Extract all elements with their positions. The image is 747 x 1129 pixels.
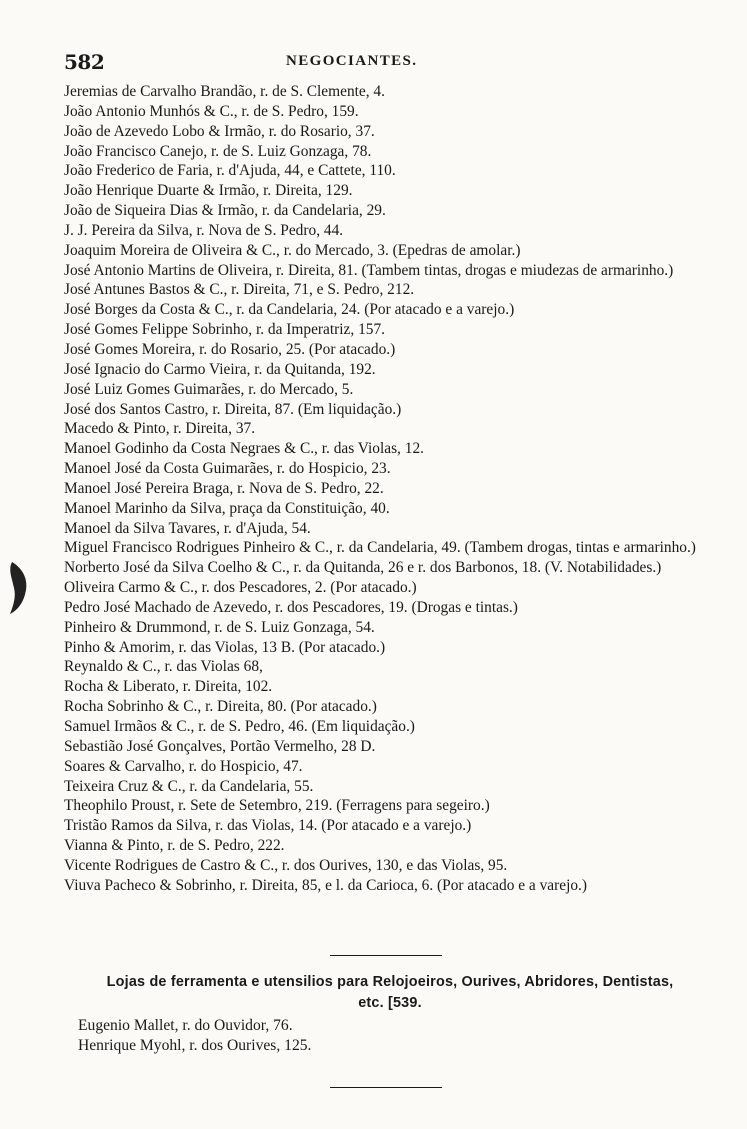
list-item: José dos Santos Castro, r. Direita, 87. (Em liquidação.) [64, 400, 402, 418]
list-item: Theophilo Proust, r. Sete de Setembro, 219. (Ferragens para segeiro.) [64, 797, 490, 815]
list-item: José Ignacio do Carmo Vieira, r. da Quitanda, 192. [64, 360, 376, 378]
merchant-list [64, 82, 704, 896]
subsection-heading: Lojas de ferramenta e utensilios para Relojoeiros, Ourives, Abridores, Dentistas, etc. [539. [106, 974, 674, 1011]
list-item: J. J. Pereira da Silva, r. Nova de S. Pedro, 44. [64, 221, 344, 239]
list-item: Eugenio Mallet, r. do Ouvidor, 76. [78, 1017, 293, 1034]
tool-shop-list [78, 1016, 698, 1056]
divider-rule [330, 1087, 442, 1088]
list-item: José Gomes Felippe Sobrinho, r. da Imperatriz, 157. [64, 321, 386, 339]
list-item: Reynaldo & C., r. das Violas 68, [64, 658, 263, 676]
list-item: João Antonio Munhós & C., r. de S. Pedro, 159. [64, 102, 359, 120]
list-item: Vianna & Pinto, r. de S. Pedro, 222. [64, 837, 285, 855]
list-item: José Antonio Martins de Oliveira, r. Direita, 81. (Tambem tintas, drogas e miudezas de armarinho.) [64, 261, 674, 279]
list-item: Macedo & Pinto, r. Direita, 37. [64, 420, 256, 438]
list-item: José Luiz Gomes Guimarães, r. do Mercado, 5. [64, 380, 354, 398]
list-item: Rocha Sobrinho & C., r. Direita, 80. (Por atacado.) [64, 698, 377, 716]
list-item: José Antunes Bastos & C., r. Direita, 71, e S. Pedro, 212. [64, 281, 415, 299]
list-item: João Francisco Canejo, r. de S. Luiz Gonzaga, 78. [64, 142, 372, 160]
section-title: NEGOCIANTES. [286, 53, 418, 69]
list-item: Manoel Godinho da Costa Negraes & C., r. das Violas, 12. [64, 440, 424, 458]
list-item: Manoel Marinho da Silva, praça da Constituição, 40. [64, 499, 390, 517]
list-item: José Gomes Moreira, r. do Rosario, 25. (Por atacado.) [64, 340, 396, 358]
list-item: Rocha & Liberato, r. Direita, 102. [64, 678, 273, 696]
list-item: Samuel Irmãos & C., r. de S. Pedro, 46. (Em liquidação.) [64, 718, 415, 735]
list-item: Joaquim Moreira de Oliveira & C., r. do Mercado, 3. (Epedras de amolar.) [64, 241, 521, 259]
list-item: João Henrique Duarte & Irmão, r. Direita, 129. [64, 182, 353, 200]
list-item: Miguel Francisco Rodrigues Pinheiro & C., r. da Candelaria, 49. (Tambem drogas, tintas e armarinho.) [64, 539, 696, 557]
list-item: Sebastião José Gonçalves, Portão Vermelho, 28 D. [64, 737, 376, 755]
list-item: Pinho & Amorim, r. das Violas, 13 B. (Por atacado.) [64, 638, 386, 656]
ink-blot-mark [4, 560, 30, 616]
list-item: Manoel José Pereira Braga, r. Nova de S. Pedro, 22. [64, 479, 384, 497]
list-item: Vicente Rodrigues de Castro & C., r. dos Ourives, 130, e das Violas, 95. [64, 856, 508, 874]
list-item: Pinheiro & Drummond, r. de S. Luiz Gonzaga, 54. [64, 618, 375, 636]
list-item: Henrique Myohl, r. dos Ourives, 125. [78, 1037, 312, 1054]
list-item: João Frederico de Faria, r. d'Ajuda, 44, e Cattete, 110. [64, 162, 396, 180]
list-item: João de Siqueira Dias & Irmão, r. da Candelaria, 29. [64, 202, 386, 220]
list-item: Viuva Pacheco & Sobrinho, r. Direita, 85, e l. da Carioca, 6. (Por atacado e a varejo.) [64, 876, 588, 894]
page-number: 582 [64, 50, 105, 74]
divider-rule [330, 955, 442, 956]
list-item: Teixeira Cruz & C., r. da Candelaria, 55. [64, 777, 314, 795]
list-item: Soares & Carvalho, r. do Hospicio, 47. [64, 757, 303, 775]
list-item: José Borges da Costa & C., r. da Candelaria, 24. (Por atacado e a varejo.) [64, 301, 515, 319]
list-item: Oliveira Carmo & C., r. dos Pescadores, 2. (Por atacado.) [64, 579, 417, 597]
page-header [64, 50, 624, 76]
list-item: João de Azevedo Lobo & Irmão, r. do Rosario, 37. [64, 122, 375, 140]
list-item: Manoel da Silva Tavares, r. d'Ajuda, 54. [64, 519, 311, 537]
list-item: Norberto José da Silva Coelho & C., r. da Quitanda, 26 e r. dos Barbonos, 18. (V. Notabilidades.) [64, 559, 662, 577]
list-item: Pedro José Machado de Azevedo, r. dos Pescadores, 19. (Drogas e tintas.) [64, 598, 518, 616]
list-item: Tristão Ramos da Silva, r. das Violas, 14. (Por atacado e a varejo.) [64, 817, 472, 835]
list-item: Jeremias de Carvalho Brandão, r. de S. Clemente, 4. [64, 83, 385, 100]
list-item: Manoel José da Costa Guimarães, r. do Hospicio, 23. [64, 460, 391, 478]
